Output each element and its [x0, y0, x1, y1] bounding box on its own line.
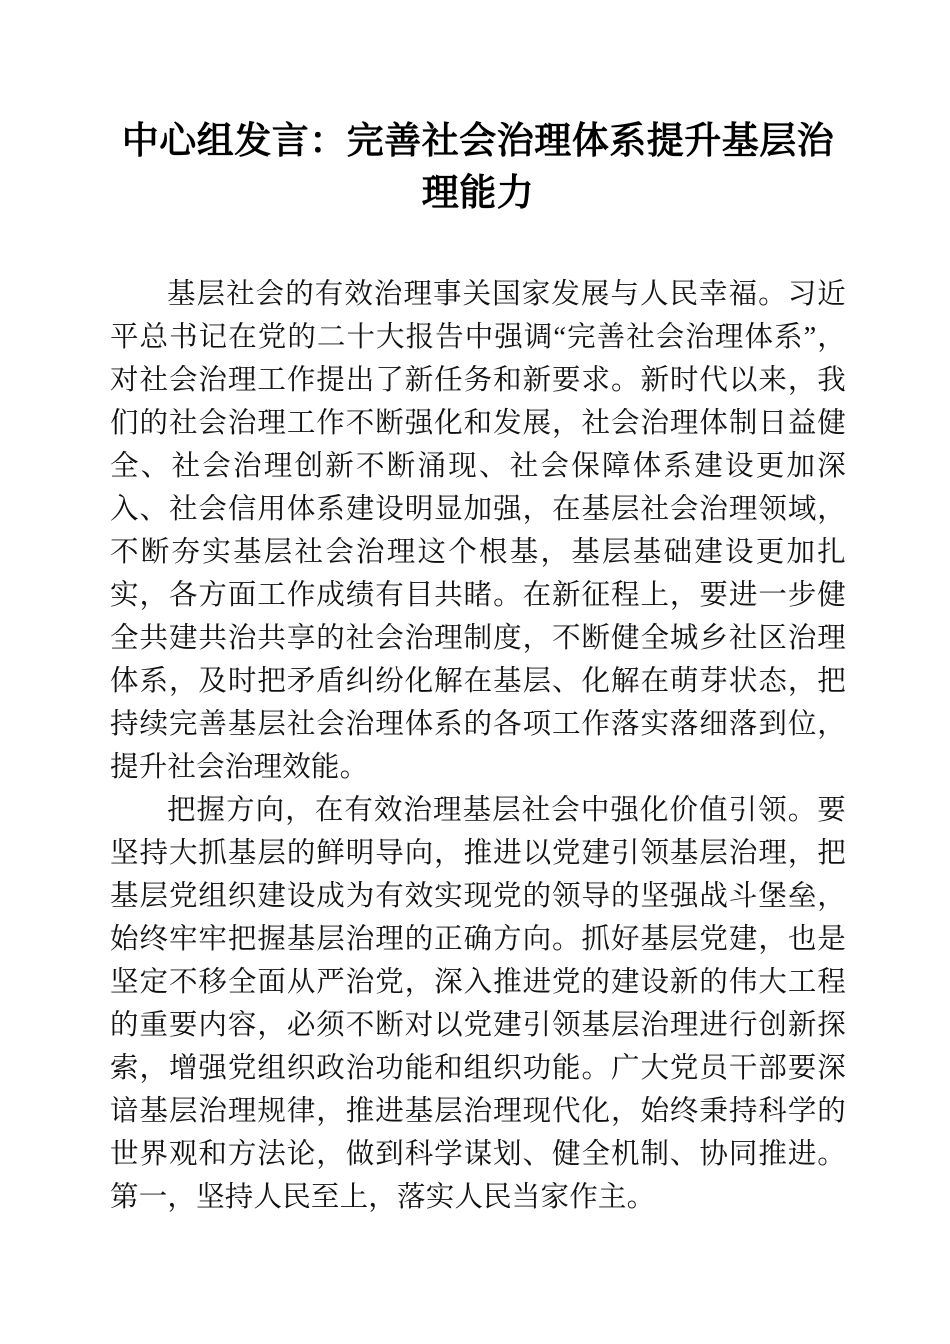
- body-paragraph-1: 基层社会的有效治理事关国家发展与人民幸福。习近平总书记在党的二十大报告中强调“完善社会治理体系”，对社会治理工作提出了新任务和新要求。新时代以来，我们的社会治理工作不断强化和发展，社会治理体制日益健全、社会治理创新不断涌现、社会保障体系建设更加深入、社会信用体系建设明显加强，在基层社会治理领域，不断夯实基层社会治理这个根基，基层基础建设更加扎实，各方面工作成绩有目共睹。在新征程上，要进一步健全共建共治共享的社会治理制度，不断健全城乡社区治理体系，及时把矛盾纠纷化解在基层、化解在萌芽状态，把持续完善基层社会治理体系的各项工作落实落细落到位，提升社会治理效能。: [110, 279, 846, 783]
- body-paragraph-2: 把握方向，在有效治理基层社会中强化价值引领。要坚持大抓基层的鲜明导向，推进以党建引领基层治理，把基层党组织建设成为有效实现党的领导的坚强战斗堡垒，始终牢牢把握基层治理的正确方向。抓好基层党建，也是坚定不移全面从严治党，深入推进党的建设新的伟大工程的重要内容，必须不断对以党建引领基层治理进行创新探索，增强党组织政治功能和组织功能。广大党员干部要深谙基层治理规律，推进基层治理现代化，始终秉持科学的世界观和方法论，做到科学谋划、健全机制、协同推进。第一，坚持人民至上，落实人民当家作主。: [110, 795, 846, 1213]
- page-title: 中心组发言：完善社会治理体系提升基层治理能力: [121, 121, 835, 214]
- document-content: [110, 0, 846, 1219]
